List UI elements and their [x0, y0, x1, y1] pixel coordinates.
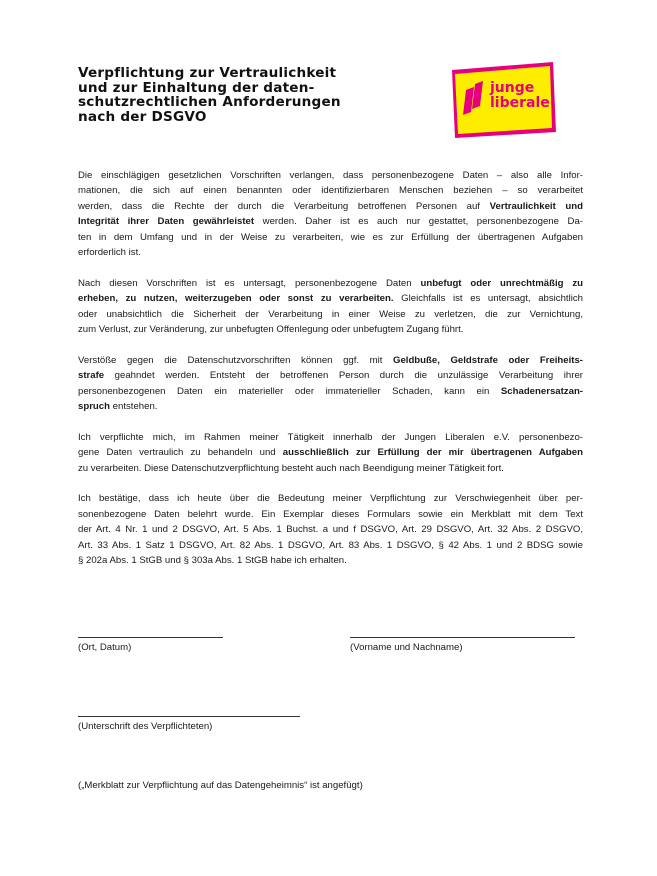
- text-segment: gene Daten vertraulich zu behandeln und: [78, 447, 283, 459]
- bold-text: spruch: [78, 401, 110, 413]
- text-segment: Ich verpflichte mich, im Rahmen meiner Tätigkeit innerhalb der Jungen Liberalen e.V. personenbezo-: [78, 431, 583, 443]
- text-segment: Art. 33 Abs. 1 Satz 1 DSGVO, Art. 82 Abs. 1 DSGVO, Art. 83 Abs. 1 DSGVO, § 42 Abs. 1 und 2 BDSG sowie: [78, 539, 583, 551]
- text-segment: § 202a Abs. 1 StGB und § 303a Abs. 1 StGB habe ich erhalten.: [78, 555, 347, 567]
- text-segment: geahndet werden. Entsteht der betroffenen Person durch die unzulässige Verarbeitung ihrer: [104, 370, 583, 382]
- title-line: nach der DSGVO: [78, 108, 207, 125]
- attachment-note: („Merkblatt zur Verpflichtung auf das Datengeheimnis“ ist angefügt): [78, 780, 363, 791]
- text-line: [78, 384, 583, 399]
- text-segment: oder unabsichtlich die Sicherheit der Verarbeitung in einer Weise zu verletzen, die zur Vernichtung,: [78, 308, 583, 320]
- signature-label: (Unterschrift des Verpflichteten): [78, 721, 213, 732]
- text-segment: Verstöße gegen die Datenschutzvorschriften können ggf. mit: [78, 354, 393, 366]
- bold-text: ausschließlich zur Erfüllung der mir übertragenen Aufgaben: [282, 447, 583, 459]
- text-line: [78, 491, 583, 506]
- body-paragraph: [78, 276, 583, 338]
- text-line: [78, 553, 583, 568]
- text-line: [78, 276, 583, 291]
- text-line: [78, 291, 583, 306]
- text-line: [78, 399, 583, 414]
- text-segment: erforderlich ist.: [78, 247, 141, 259]
- bold-text: Integrität ihrer Daten gewährleistet: [78, 216, 255, 228]
- text-line: [78, 214, 583, 229]
- bold-text: Vertraulichkeit und: [489, 200, 583, 212]
- text-line: [78, 168, 583, 183]
- text-segment: mationen, die sich auf einen benannten oder identifizierbaren Menschen beziehen – so verarbeitet: [78, 185, 583, 197]
- title-line: schutzrechtlichen Anforderungen: [78, 94, 341, 111]
- text-line: [78, 199, 583, 214]
- text-segment: entstehen.: [110, 401, 158, 413]
- signature-line: [78, 716, 300, 717]
- text-line: [78, 183, 583, 198]
- text-segment: sonenbezogene Daten belehrt wurde. Ein Exemplar dieses Formulars sowie ein Merkblatt mit dem Text: [78, 508, 583, 520]
- text-segment: der Art. 4 Nr. 1 und 2 DSGVO, Art. 5 Abs. 1 Buchst. a und f DSGVO, Art. 29 DSGVO, Art. 32 Abs. 2 DSGVO,: [78, 524, 583, 536]
- bold-text: unbefugt oder unrechtmäßig zu: [420, 277, 583, 289]
- text-line: [78, 461, 583, 476]
- text-line: [78, 430, 583, 445]
- text-segment: Gleichfalls ist es untersagt, absichtlich: [393, 293, 583, 305]
- text-line: [78, 230, 583, 245]
- text-segment: Ich bestätige, dass ich heute über die Bedeutung meiner Verpflichtung zur Verschwiegenheit über per-: [78, 493, 583, 505]
- text-line: [78, 522, 583, 537]
- name-line: [350, 637, 575, 638]
- bold-text: Schadenersatzan-: [500, 385, 583, 397]
- body-paragraph: [78, 168, 583, 260]
- text-segment: personenbezogenen Daten ein materieller oder immaterieller Schaden, kann ein: [78, 385, 501, 397]
- place-date-line: [78, 637, 223, 638]
- text-line: [78, 538, 583, 553]
- text-line: [78, 368, 583, 383]
- text-segment: werden. Daher ist es auch nur gestattet, personenbezogene Da-: [254, 216, 583, 228]
- text-line: [78, 445, 583, 460]
- bold-text: Geldbuße, Geldstrafe oder Freiheits-: [392, 354, 583, 366]
- junge-liberale-logo: [449, 60, 558, 140]
- title-line: und zur Einhaltung der daten-: [78, 79, 315, 96]
- text-segment: Die einschlägigen gesetzlichen Vorschriften verlangen, dass personenbezogene Daten – also alle Infor-: [78, 170, 583, 181]
- text-segment: zu verarbeiten. Diese Datenschutzverpflichtung besteht auch nach Beendigung meiner Tätigkeit fort.: [78, 462, 504, 474]
- title-line: Verpflichtung zur Vertraulichkeit: [78, 65, 337, 81]
- text-segment: zum Verlust, zur Veränderung, zur unbefugten Offenlegung oder unbefugtem Zugang führt.: [78, 324, 464, 336]
- document-body: [78, 168, 583, 584]
- place-date-label: (Ort, Datum): [78, 642, 132, 653]
- body-paragraph: [78, 491, 583, 568]
- body-paragraph: [78, 430, 583, 476]
- bold-text: erheben, zu nutzen, weiterzugeben oder sonst zu verarbeiten.: [78, 293, 394, 305]
- text-line: [78, 245, 583, 260]
- document-title: [78, 66, 408, 124]
- text-line: [78, 322, 583, 337]
- text-line: [78, 307, 583, 322]
- name-label: (Vorname und Nachname): [350, 642, 463, 653]
- logo-word-junge: junge: [490, 80, 535, 96]
- text-line: [78, 353, 583, 368]
- body-paragraph: [78, 353, 583, 415]
- logo-word-liberale: liberale: [490, 95, 550, 111]
- text-segment: Nach diesen Vorschriften ist es untersagt, personenbezogene Daten: [78, 277, 421, 289]
- text-segment: werden, dass die Rechte der durch die Verarbeitung betroffenen Personen auf: [78, 200, 490, 212]
- text-line: [78, 507, 583, 522]
- text-segment: ten in dem Umfang und in der Weise zu verarbeiten, wie es zur Erfüllung der übertragenen Aufgaben: [78, 231, 583, 243]
- bold-text: strafe: [78, 370, 105, 382]
